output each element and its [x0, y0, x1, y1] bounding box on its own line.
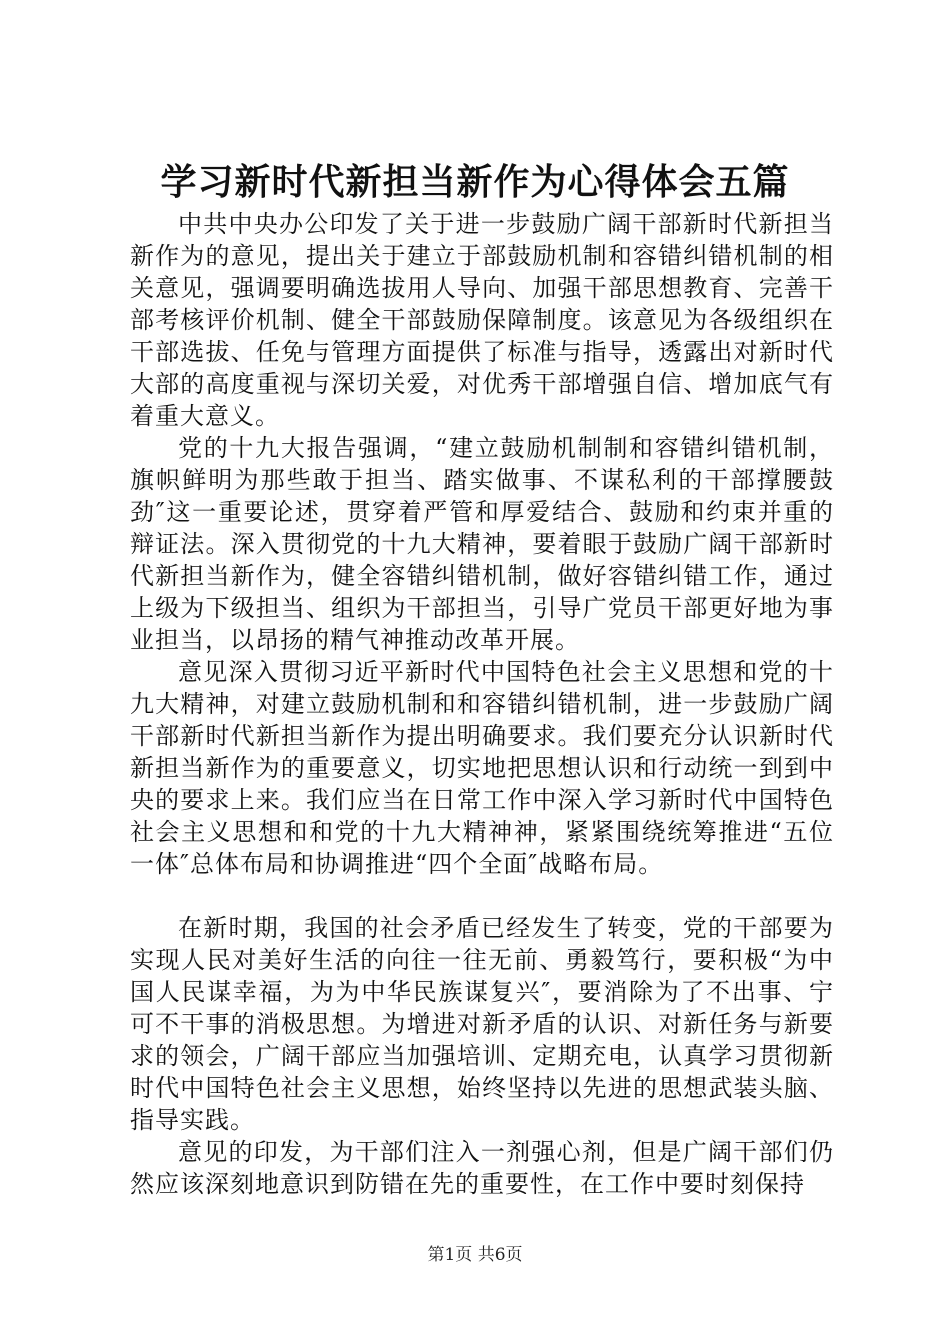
paragraph-2: 党的十九大报告强调，“建立鼓励机制制和容错纠错机制，旗帜鲜明为那些敢于担当、踏实做事、不谋私利的干部撑腰鼓劲″这一重要论述，贯穿着严管和厚爱结合、鼓励和约束并重的辩证法。深入贯彻党的十九大精神，要着眼于鼓励广阔干部新时代新担当新作为，健全容错纠错机制，做好容错纠错工作，通过上级为下级担当、组织为干部担当，引导广党员干部更好地为事业担当，以昂扬的精气神推动改革开展。: [130, 434, 834, 654]
paragraph-5: 意见的印发，为干部们注入一剂强心剂，但是广阔干部们仍然应该深刻地意识到防错在先的重要性，在工作中要时刻保持: [130, 1138, 834, 1198]
paragraph-1: 中共中央办公印发了关于进一步鼓励广阔干部新时代新担当新作为的意见，提出关于建立于部鼓励机制和容错纠错机制的相关意见，强调要明确选拔用人导向、加强干部思想教育、完善干部考核评价机制、健全干部鼓励保障制度。该意见为各级组织在干部选拔、任免与管理方面提供了标准与指导，透露出对新时代大部的高度重视与深切关爱，对优秀干部增强自信、增加底气有着重大意义。: [130, 210, 834, 430]
document-body: [130, 208, 834, 1200]
paragraph-3: 意见深入贯彻习近平新时代中国特色社会主义思想和党的十九大精神，对建立鼓励机制和和容错纠错机制，进一步鼓励广阔干部新时代新担当新作为提出明确要求。我们要充分认识新时代新担当新作为的重要意义，切实地把思想认识和行动统一到到中央的要求上来。我们应当在日常工作中深入学习新时代中国特色社会主义思想和和党的十九大精神神，紧紧围绕统筹推进“五位一体″总体布局和协调推进“四个全面″战略布局。: [130, 658, 834, 878]
page-footer: 第1页 共6页: [427, 1245, 523, 1265]
paragraph-4: 在新时期，我国的社会矛盾已经发生了转变，党的干部要为实现人民对美好生活的向往一往无前、勇毅笃行，要积极“为中国人民谋幸福，为为中华民族谋复兴″，要消除为了不出事、宁可不干事的消极思想。为增进对新矛盾的认识、对新任务与新要求的领会，广阔干部应当加强培训、定期充电，认真学习贯彻新时代中国特色社会主义思想，始终坚持以先进的思想武装头脑、指导实践。: [130, 914, 834, 1134]
document-title: 学习新时代新担当新作为心得体会五篇: [160, 161, 790, 203]
